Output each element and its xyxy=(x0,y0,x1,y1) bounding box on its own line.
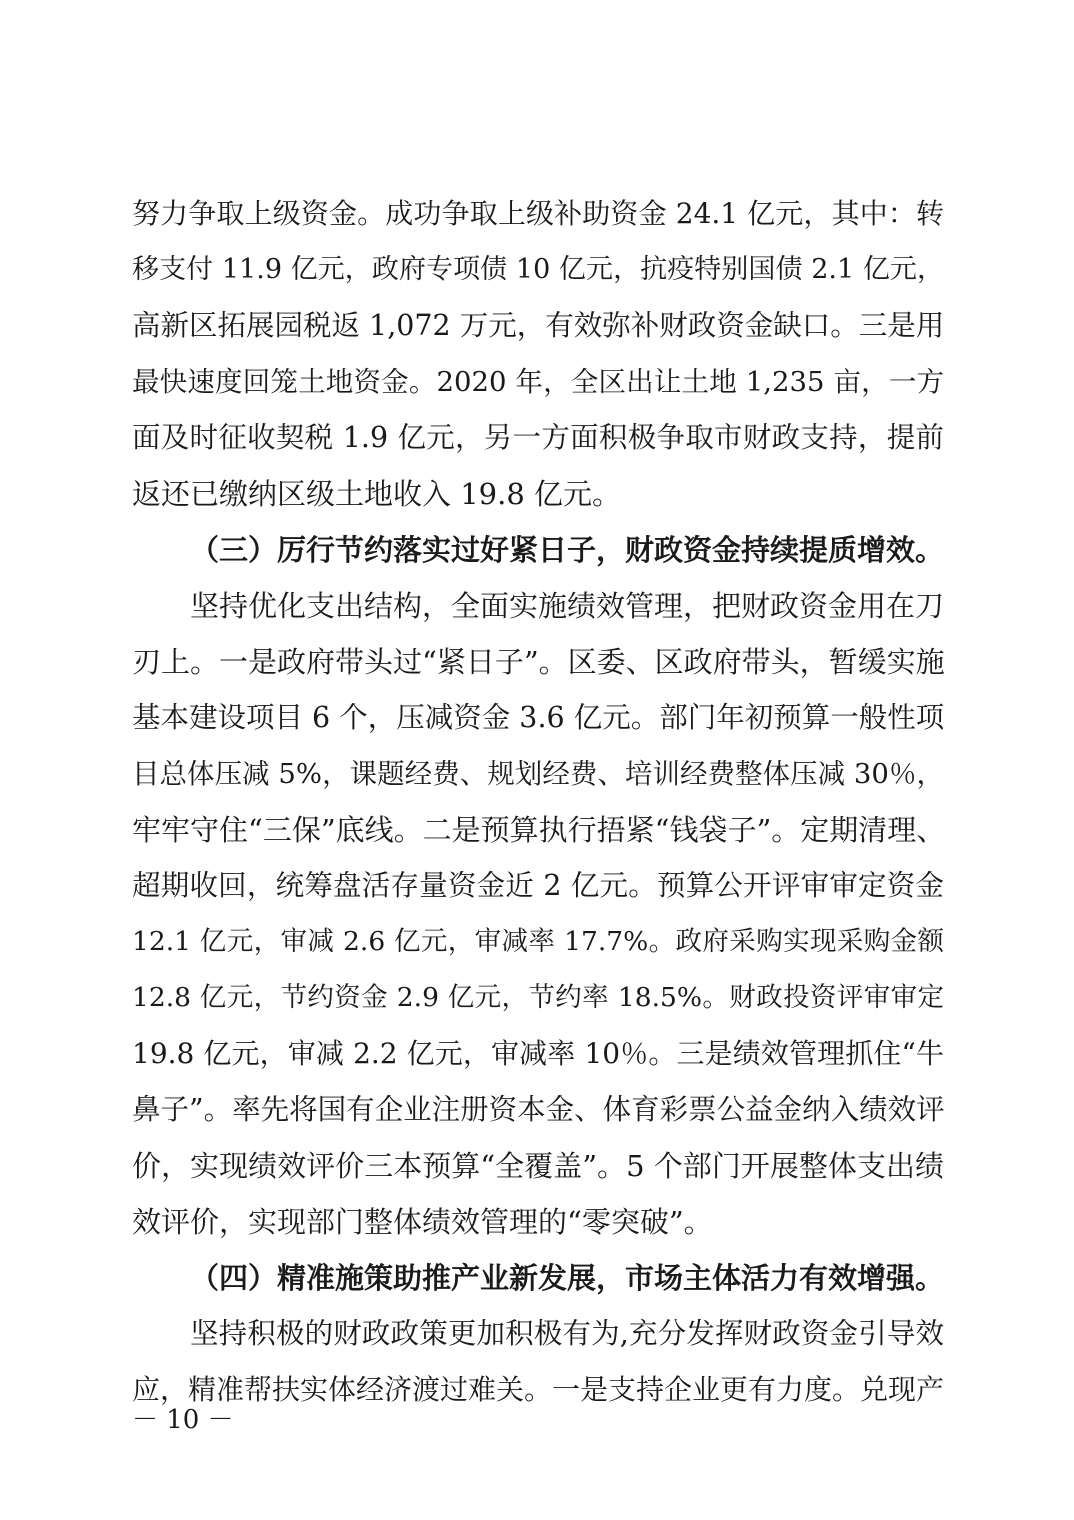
body-text-line: 返还已缴纳区级土地收入 19.8 亿元。 xyxy=(132,477,622,511)
body-text-line: 目总体压减 5%，课题经费、规划经费、培训经费整体压减 30％， xyxy=(132,758,944,790)
body-text-line: 超期收回，统筹盘活存量资金近 2 亿元。预算公开评审审定资金 xyxy=(132,869,944,902)
body-text-line: 高新区拓展园税返 1,072 万元，有效弥补财政资金缺口。三是用 xyxy=(132,309,945,342)
body-text-line: 鼻子”。率先将国有企业注册资本金、体育彩票公益金纳入绩效评 xyxy=(132,1093,945,1126)
body-text-line: 移支付 11.9 亿元，政府专项债 10 亿元，抗疫特别国债 2.1 亿元， xyxy=(132,254,944,285)
body-text-line: 刃上。一是政府带头过“紧日子”。区委、区政府带头，暂缓实施 xyxy=(132,645,945,679)
body-text-line: 12.1 亿元，审减 2.6 亿元，审减率 17.7%。政府采购实现采购金额 xyxy=(132,926,944,957)
section-heading: （四）精准施策助推产业新发展，市场主体活力有效增强。 xyxy=(190,1261,945,1295)
body-text-line: 应，精准帮扶实体经济渡过难关。一是支持企业更有力度。兑现产 xyxy=(132,1373,945,1406)
body-text-line: 12.8 亿元，节约资金 2.9 亿元，节约率 18.5%。财政投资评审审定 xyxy=(132,982,944,1013)
page-number: － 10 － xyxy=(132,1405,234,1435)
body-text-line: 基本建设项目 6 个，压减资金 3.6 亿元。部门年初预算一般性项 xyxy=(132,701,945,734)
body-text-line: 努力争取上级资金。成功争取上级补助资金 24.1 亿元，其中：转 xyxy=(132,197,944,230)
section-heading: （三）厉行节约落实过好紧日子，财政资金持续提质增效。 xyxy=(190,533,945,567)
body-text-line: 牢牢守住“三保”底线。二是预算执行捂紧“钱袋子”。定期清理、 xyxy=(132,813,946,847)
body-text-line: 效评价，实现部门整体绩效管理的“零突破”。 xyxy=(132,1205,713,1239)
body-text-line: 坚持积极的财政政策更加积极有为,充分发挥财政资金引导效 xyxy=(190,1317,944,1350)
body-text-line: 19.8 亿元，审减 2.2 亿元，审减率 10％。三是绩效管理抓住“牛 xyxy=(132,1037,944,1070)
body-text-line: 最快速度回笼土地资金。2020 年，全区出让土地 1,235 亩，一方 xyxy=(132,366,944,398)
body-text-line: 价，实现绩效评价三本预算“全覆盖”。5 个部门开展整体支出绩 xyxy=(132,1149,944,1183)
body-text-line: 坚持优化支出结构，全面实施绩效管理，把财政资金用在刀 xyxy=(190,589,945,623)
body-text-line: 面及时征收契税 1.9 亿元，另一方面积极争取市财政支持，提前 xyxy=(132,421,944,454)
